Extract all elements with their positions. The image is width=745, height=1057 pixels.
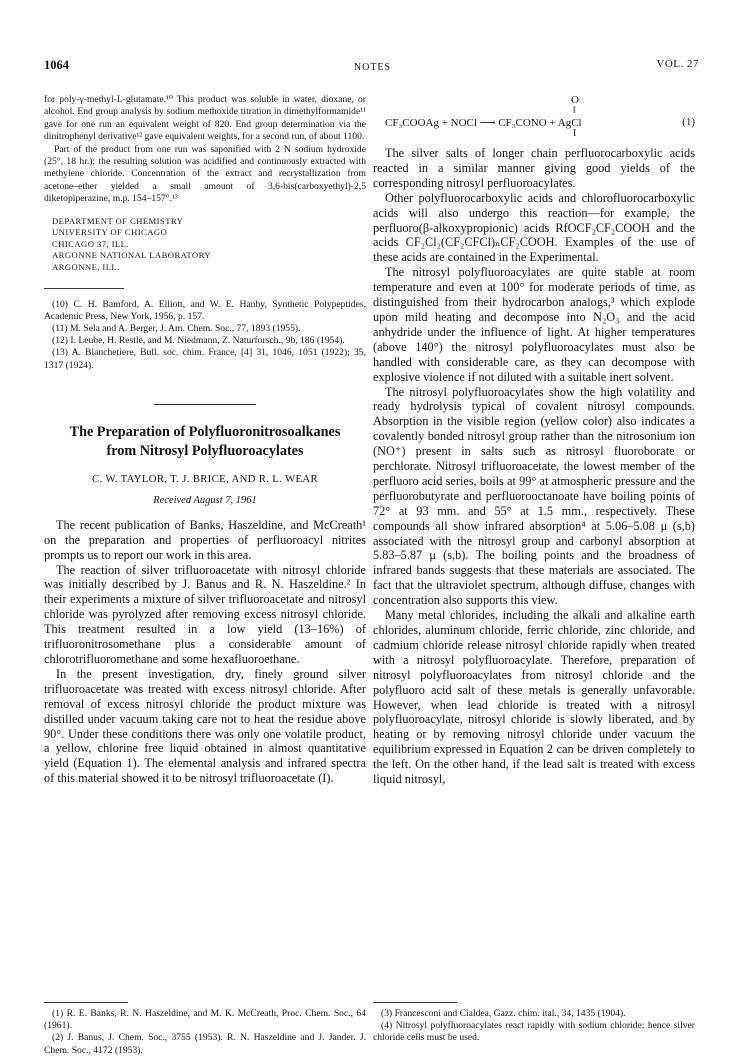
body-paragraph: The silver salts of longer chain perfluorocarboxylic acids reacted in a similar manner giving good yields of the corresponding nitrosyl perfluoroacylates. xyxy=(373,146,695,190)
body-paragraph: Many metal chlorides, including the alkali and alkaline earth chlorides, aluminum chloride, ferric chloride, zinc chloride, and cadmium chloride release nitrosyl chloride rapidly when treated with a nitrosyl polyfluoroacylate. Therefore, preparation of nitrosyl polyfluoroacylates from nitrosyl chloride and the polyfluoro acid salt of these metals is generally unfavorable. However, when lead chloride is treated with a nitrosyl polyfluoroacylate, nitrosyl chloride is slowly liberated, and by heating or by removing nitrosyl chloride under vacuum the equilibrium expressed in Equation 2 can be driven completely to the left. On the other hand, if the lead salt is treated with excess liquid nitrosyl, xyxy=(373,608,695,787)
author-address xyxy=(52,216,366,274)
equation-1 xyxy=(373,94,695,140)
footnote-3: (3) Francesconi and Cialdea, Gazz. chim. ital., 34, 1435 (1904). xyxy=(381,1008,626,1019)
body-paragraph: The nitrosyl polyfluoroacylates are quite stable at room temperature and even at 100° for moderate periods of time, as distinguished from their hydrocarbon analogs,³ which explode upon mild heating and decompose into N₂O₃ and the acid anhydride under the influence of light. At higher temperatures (above 140°) the nitrosyl polyfluoroacylates must also be handled with considerable care, as they can decompose with explosive violence if not diluted with a suitable inert solvent. xyxy=(373,265,695,384)
references-divider xyxy=(44,288,124,289)
footnote-2: (2) J. Banus, J. Chem. Soc., 3755 (1953). R. N. Haszeldine and J. Jander. J. Chem. Soc., 4172 (1953). xyxy=(44,1032,366,1056)
equation-text: CF₃COOAg + NOCl ⟶ CF₃CONO + AgCl xyxy=(385,117,582,129)
article-title xyxy=(44,423,366,461)
article-separator xyxy=(154,404,256,405)
equation-oxygen: O xyxy=(571,94,579,106)
reference-12: (12) I. Leube, H. Restle, and M. Niedmann, Z. Naturforsch., 9b, 186 (1954). xyxy=(52,335,345,347)
left-column xyxy=(44,94,366,786)
page-number: 1064 xyxy=(44,58,69,72)
previous-article-paragraph: for poly-γ-methyl-L-glutamate.¹⁰ This product was soluble in water, dioxane, or alcohol. End group analysis by sodium methoxide titration in dimethylformamide¹¹ gave for one run an equivalent weight of 820. End group determination via the dinitrophenyl derivative¹² gave equivalent weights, for a second run, of about 1100. xyxy=(44,94,366,143)
address-line: CHICAGO 37, ILL. xyxy=(52,238,129,249)
body-paragraph: The nitrosyl polyfluoroacylates show the high volatility and ready hydrolysis typical of covalent nitrosyl compounds. Absorption in the visible region (yellow color) also indicates a covalently bonded nitrosyl group rather than the nitrosonium ion (NO⁺) present in salts such as nitrosyl fluoroborate or perchlorate. Nitrosyl trifluoroacetate, the lowest member of the perfluoro acid series, boils at 99° at atmospheric pressure and the perfluorobutyrate and perfluorooctanoate have boiling points of 72° at 93 mm. and 55° at 1.5 mm., respectively. These compounds all show infrared absorption⁴ at 5.06–5.08 μ (s,b) associated with the nitrosyl group and carbonyl absorption at 5.83–5.87 μ (s,b). The boiling points and the broadness of infrared bands suggests that these materials are associated. The fact that the ultraviolet spectrum, although diffuse, changes with concentration also supports this view. xyxy=(373,384,695,608)
address-line: UNIVERSITY OF CHICAGO xyxy=(52,227,168,238)
volume-label: VOL. 27 xyxy=(656,58,699,70)
right-column xyxy=(373,94,695,787)
equation-double-bond: ‖ xyxy=(573,105,576,116)
footnote-4: (4) Nitrosyl polyfluoroacylates react rapidly with sodium chloride; hence silver chloride cells must be used. xyxy=(373,1020,695,1044)
footnote-divider xyxy=(44,1002,128,1003)
body-paragraph: The recent publication of Banks, Haszeldine, and McCreath¹ on the preparation and properties of perfluoroacyl nitrites prompts us to report our work in this area. xyxy=(44,517,366,562)
footnote-1: (1) R. E. Banks, R. N. Haszeldine, and M. K. McCreath, Proc. Chem. Soc., 64 (1961). xyxy=(44,1008,366,1032)
address-line: DEPARTMENT OF CHEMISTRY xyxy=(52,215,184,226)
address-line: ARGONNE, ILL. xyxy=(52,262,120,273)
footnote-divider xyxy=(373,1002,457,1003)
left-footnotes xyxy=(44,1008,366,1057)
body-paragraph: The reaction of silver trifluoroacetate with nitrosyl chloride was initially described by J. Banus and R. N. Haszeldine.² In their experiments a mixture of silver trifluoroacetate and nitrosyl chloride was pyrolyzed after removing excess nitrosyl chloride. This treatment resulted in a low yield (13–16%) of trifluoronitrosomethane plus a considerable amount of chlorotrifluoromethane and some hexafluoroethane. xyxy=(44,562,366,666)
received-date: Received August 7, 1961 xyxy=(153,494,257,506)
address-line: ARGONNE NATIONAL LABORATORY xyxy=(52,250,211,261)
title-line: The Preparation of Polyfluoronitrosoalkanes xyxy=(69,423,341,440)
reference-11: (11) M. Sela and A. Berger, J. Am. Chem. Soc., 77, 1893 (1955). xyxy=(52,323,301,335)
right-footnotes xyxy=(373,1008,695,1045)
equation-number: (1) xyxy=(682,116,695,128)
reference-13: (13) A. Blanchetiere, Bull. soc. chim. France, [4] 31, 1046, 1051 (1922); 35, 1317 (1924). xyxy=(44,347,366,371)
body-paragraph: In the present investigation, dry, finely ground silver trifluoroacetate was treated with excess nitrosyl chloride. After removal of excess nitrosyl chloride the product mixture was distilled under vacuum taking care not to heat the residue above 90°. Under these conditions there was only one volatile product, a yellow, chlorine free liquid obtained in almost quantitative yield (Equation 1). The elemental analysis and infrared spectra of this material showed it to be nitrosyl trifluoroacetate (I). xyxy=(44,666,366,786)
equation-compound-label: I xyxy=(573,128,577,139)
body-paragraph: Other polyfluorocarboxylic acids and chlorofluorocarboxylic acids will also undergo this reaction—for example, the perfluoro(β-alkoxypropionic) acids RfOCF₂CF₂COOH and the acids CF₂Cl₂(CF₂CFCl)ₙCF₂COOH. Examples of the use of these acids are contained in the Experimental. xyxy=(373,190,695,265)
reference-10: (10) C. H. Bamford, A. Elliott, and W. E. Hanby, Synthetic Polypeptides, Academic Press, New York, 1956, p. 157. xyxy=(44,298,366,322)
previous-article-paragraph: Part of the product from one run was saponified with 2 N sodium hydroxide (25°, 18 hr.); the resulting solution was acidified and continuously extracted with methylene chloride. Concentration of the extract and recrystallization from acetone–ether yielded a small amount of 3,6-bis(carboxyethyl)-2,5 diketopiperazine, m.p. 154–157°.¹³ xyxy=(44,143,366,205)
running-head: NOTES xyxy=(353,62,392,73)
article-authors: C. W. TAYLOR, T. J. BRICE, AND R. L. WEAR xyxy=(92,472,318,485)
title-line: from Nitrosyl Polyfluoroacylates xyxy=(106,442,304,459)
